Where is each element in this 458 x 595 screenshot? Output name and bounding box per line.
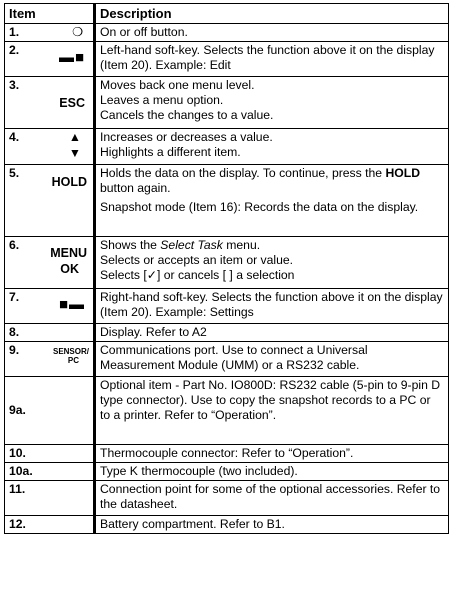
sensor-pc-port-label-line2: PC <box>67 356 79 365</box>
item-cell <box>5 237 95 289</box>
item-cell <box>5 42 95 77</box>
description-cell: Optional item - Part No. IO800D: RS232 cable (5-pin to 9-pin D type connector). Use to copy the snapshot records to a PC or to a printer. Refer to “Operation”. <box>95 377 449 445</box>
description-cell: Thermocouple connector: Refer to “Operation”. <box>95 445 449 463</box>
table-row <box>5 377 449 445</box>
menu-key-label: MENU <box>50 246 87 260</box>
table-row <box>5 324 449 342</box>
description-cell: Moves back one menu level. Leaves a menu option. Cancels the changes to a value. <box>95 77 449 129</box>
table-row <box>5 342 449 377</box>
item-number: 9a. <box>9 403 26 417</box>
table-row <box>5 463 449 481</box>
description-cell: Holds the data on the display. To continue, press the HOLD button again. Snapshot mode (Item 16): Records the data on the display. <box>95 165 449 237</box>
item-cell <box>5 289 95 324</box>
description-cell: Connection point for some of the optional accessories. Refer to the datasheet. <box>95 481 449 516</box>
item-number: 2. <box>9 43 20 57</box>
item-number: 10a. <box>9 464 33 478</box>
item-cell <box>5 463 95 481</box>
description-cell: Display. Refer to A2 <box>95 324 449 342</box>
table-row <box>5 237 449 289</box>
table-row <box>5 165 449 237</box>
esc-key-label: ESC <box>59 96 85 110</box>
item-cell <box>5 77 95 129</box>
sensor-pc-port-label: SENSOR/ <box>52 347 89 356</box>
table-row <box>5 445 449 463</box>
table-row <box>5 129 449 165</box>
item-cell <box>5 129 95 165</box>
item-number: 7. <box>9 290 20 304</box>
item-number: 8. <box>9 325 20 339</box>
table-row <box>5 77 449 129</box>
power-button-icon: ❍ <box>72 25 83 39</box>
item-number: 4. <box>9 130 20 144</box>
item-number: 11. <box>9 482 26 496</box>
table-row <box>5 481 449 516</box>
item-number: 9. <box>9 343 20 357</box>
table-row <box>5 24 449 42</box>
left-softkey-icon: ▬■ <box>58 49 85 66</box>
description-cell: On or off button. <box>95 24 449 42</box>
items-table <box>4 3 449 534</box>
description-column-header: Description <box>95 4 449 24</box>
right-softkey-icon: ■▬ <box>58 296 85 313</box>
item-cell <box>5 377 95 445</box>
item-number: 6. <box>9 238 20 252</box>
item-cell <box>5 324 95 342</box>
description-cell: Right-hand soft-key. Selects the function above it on the display (Item 20). Example: Settings <box>95 289 449 324</box>
table-row <box>5 42 449 77</box>
item-number: 3. <box>9 78 20 92</box>
item-cell <box>5 516 95 534</box>
hold-key-label: HOLD <box>51 175 87 189</box>
item-column-header: Item <box>5 4 95 24</box>
description-cell: Shows the Select Task menu. Selects or accepts an item or value. Selects [✓] or cancels [ ] a selection <box>95 237 449 289</box>
item-cell <box>5 481 95 516</box>
description-cell: Communications port. Use to connect a Universal Measurement Module (UMM) or a RS232 cable. <box>95 342 449 377</box>
up-arrow-icon: ▲ <box>68 130 81 144</box>
ok-key-label: OK <box>60 262 79 276</box>
table-row <box>5 289 449 324</box>
item-cell <box>5 165 95 237</box>
table-row <box>5 516 449 534</box>
table-header-row <box>5 4 449 24</box>
description-cell: Left-hand soft-key. Selects the function above it on the display (Item 20). Example: Edit <box>95 42 449 77</box>
item-number: 12. <box>9 517 26 531</box>
description-cell: Battery compartment. Refer to B1. <box>95 516 449 534</box>
description-cell: Increases or decreases a value. Highlights a different item. <box>95 129 449 165</box>
item-number: 1. <box>9 25 20 39</box>
item-number: 5. <box>9 166 20 180</box>
item-cell <box>5 24 95 42</box>
description-cell: Type K thermocouple (two included). <box>95 463 449 481</box>
down-arrow-icon: ▼ <box>68 146 81 160</box>
item-cell <box>5 445 95 463</box>
item-cell <box>5 342 95 377</box>
item-number: 10. <box>9 446 26 460</box>
